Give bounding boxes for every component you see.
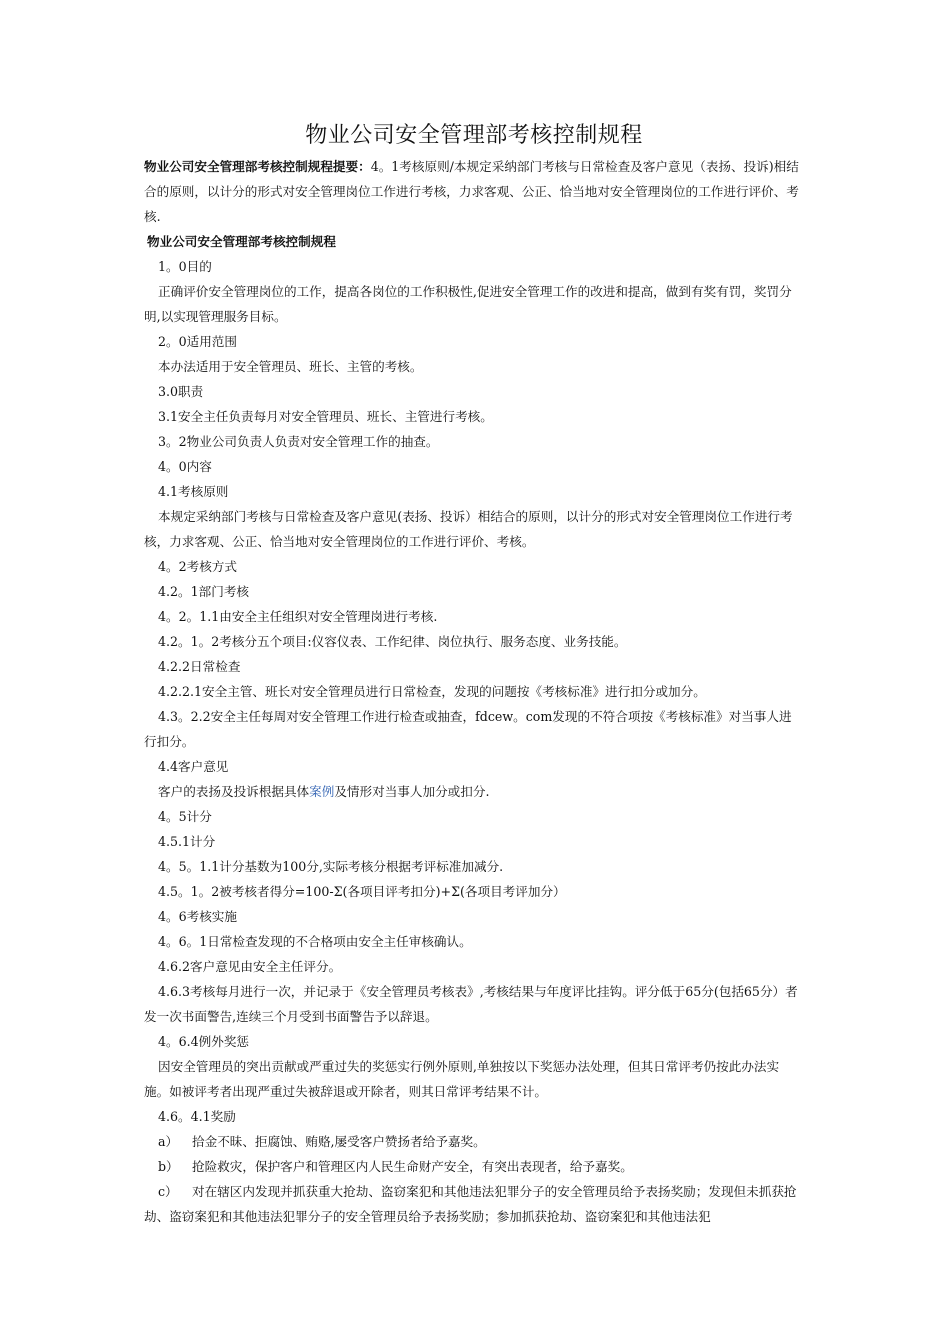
list-item	[144, 1179, 804, 1229]
customer-text-after: 及情形对当事人加分或扣分.	[334, 784, 490, 799]
paragraph: 3。2物业公司负责人负责对安全管理工作的抽查。	[158, 434, 439, 449]
paragraph: 3.1安全主任负责每月对安全管理员、班长、主管进行考核。	[158, 409, 493, 424]
paragraph: 4.5.1计分	[158, 834, 216, 849]
customer-opinion-paragraph	[144, 779, 804, 804]
paragraph: 4。2考核方式	[158, 559, 237, 574]
paragraph: 4.2。1部门考核	[158, 584, 250, 599]
paragraph: 3.0职责	[158, 384, 204, 399]
paragraph-group-2	[144, 804, 804, 1129]
paragraph: 4.3。2.2安全主任每周对安全管理工作进行检查或抽查，fdcew。com发现的不符合项按《考核标准》对当事人进行扣分。	[144, 709, 792, 749]
list-marker: b）	[158, 1159, 179, 1174]
list-item-text: 抢险救灾，保护客户和管理区内人民生命财产安全，有突出表现者，给予嘉奖。	[192, 1159, 633, 1174]
paragraph: 4.5。1。2被考核者得分=100-Σ(各项目评考扣分)+Σ(各项目考评加分）	[158, 884, 566, 899]
paragraph: 4.6.3考核每月进行一次，并记录于《安全管理员考核表》,考核结果与年度评比挂钩。评分低于65分(包括65分）者发一次书面警告,连续三个月受到书面警告予以辞退。	[144, 984, 798, 1024]
paragraph: 1。0目的	[158, 259, 212, 274]
paragraph: 4。6。1日常检查发现的不合格项由安全主任审核确认。	[158, 934, 472, 949]
abstract-label: 物业公司安全管理部考核控制规程提要：	[144, 159, 371, 174]
paragraph: 因安全管理员的突出贡献或严重过失的奖惩实行例外原则,单独按以下奖惩办法处理，但其日常评考仍按此办法实施。如被评考者出现严重过失被辞退或开除者，则其日常评考结果不计。	[144, 1059, 780, 1099]
paragraph: 4.2.2.1安全主管、班长对安全管理员进行日常检查，发现的问题按《考核标准》进行扣分或加分。	[158, 684, 706, 699]
list-item-text: 拾金不昧、拒腐蚀、贿赂,屡受客户赞扬者给予嘉奖。	[192, 1134, 486, 1149]
list-marker: a）	[158, 1134, 179, 1149]
paragraph: 4.2.2日常检查	[158, 659, 241, 674]
paragraph: 4。0内容	[158, 459, 212, 474]
list-item	[144, 1129, 804, 1154]
case-link[interactable]: 案例	[309, 784, 335, 799]
paragraph: 4.4客户意见	[158, 759, 229, 774]
paragraph: 正确评价安全管理岗位的工作，提高各岗位的工作积极性,促进安全管理工作的改进和提高，做到有奖有罚，奖罚分明,以实现管理服务目标。	[144, 284, 792, 324]
paragraph: 4.2。1。2考核分五个项目:仪容仪表、工作纪律、岗位执行、服务态度、业务技能。	[158, 634, 627, 649]
abstract-text: 4。1考核原则/本规定采纳部门考核与日常检查及客户意见（表扬、投诉)相结合的原则，以计分的形式对安全管理岗位工作进行考核，力求客观、公正、恰当地对安全管理岗位的工作进行评价、考核.	[144, 159, 799, 224]
abstract-paragraph	[144, 154, 804, 229]
paragraph: 本办法适用于安全管理员、班长、主管的考核。	[158, 359, 423, 374]
list-marker: c）	[158, 1184, 178, 1199]
paragraph: 4。6.4例外奖惩	[158, 1034, 250, 1049]
paragraph: 4.1考核原则	[158, 484, 229, 499]
list-item	[144, 1154, 804, 1179]
paragraph: 4.6.2客户意见由安全主任评分。	[158, 959, 342, 974]
paragraph: 4。5计分	[158, 809, 212, 824]
paragraph: 2。0适用范围	[158, 334, 237, 349]
paragraph: 4.6。4.1奖励	[158, 1109, 236, 1124]
document-title: 物业公司安全管理部考核控制规程	[305, 123, 643, 148]
paragraph-group-1	[144, 254, 804, 779]
customer-text-before: 客户的表扬及投诉根据具体	[158, 784, 310, 799]
list-item-text: 对在辖区内发现并抓获重大抢劫、盗窃案犯和其他违法犯罪分子的安全管理员给予表扬奖励；发现但未抓获抢劫、盗窃案犯和其他违法犯罪分子的安全管理员给予表扬奖励；参加抓获抢劫、盗窃案犯和其他违法犯	[144, 1184, 797, 1224]
document-body	[144, 118, 804, 1229]
paragraph: 4。2。1.1由安全主任组织对安全管理岗进行考核.	[158, 609, 438, 624]
reward-list	[144, 1129, 804, 1229]
section-subtitle: 物业公司安全管理部考核控制规程	[147, 234, 336, 249]
paragraph: 4。5。1.1计分基数为100分,实际考核分根据考评标准加减分.	[158, 859, 504, 874]
paragraph: 本规定采纳部门考核与日常检查及客户意见(表扬、投诉）相结合的原则，以计分的形式对安全管理岗位工作进行考核，力求客观、公正、恰当地对安全管理岗位的工作进行评价、考核。	[144, 509, 793, 549]
paragraph: 4。6考核实施	[158, 909, 237, 924]
